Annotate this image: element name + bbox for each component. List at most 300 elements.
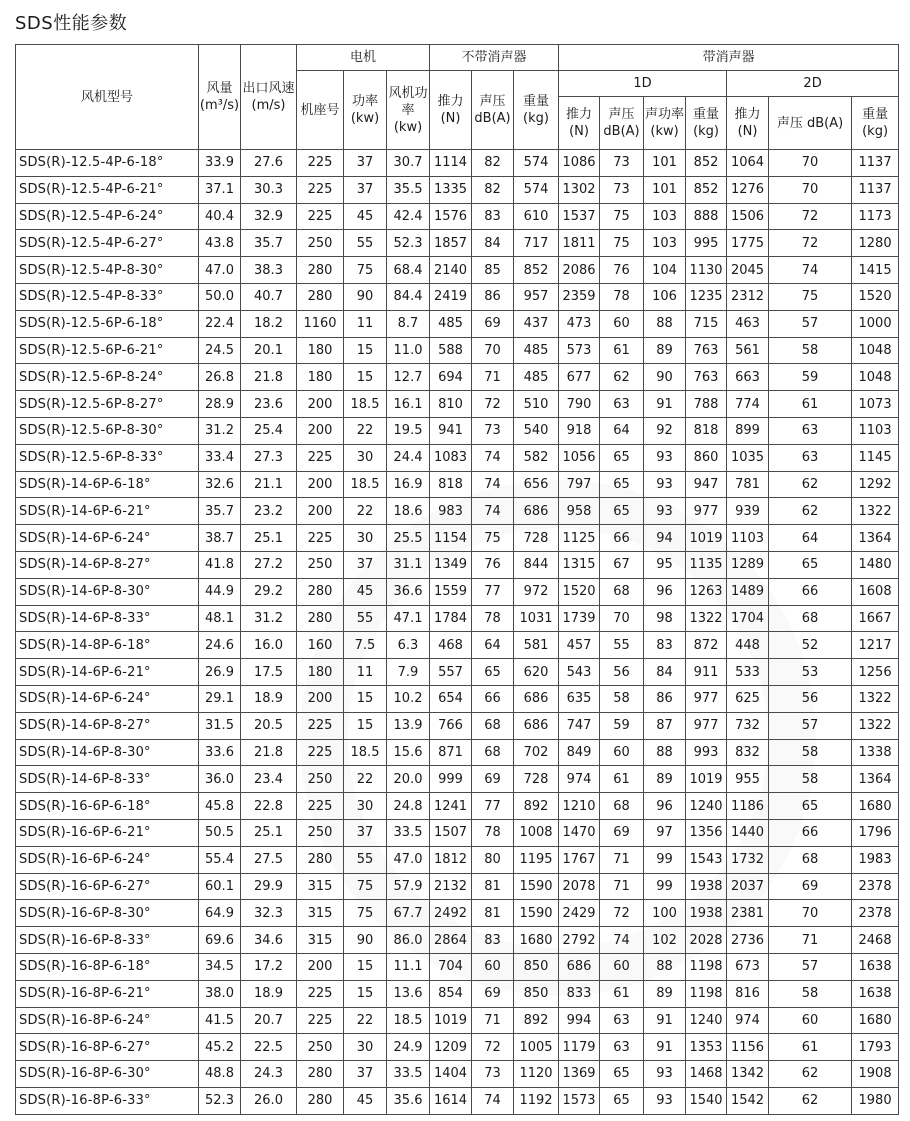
cell-weight: 686 xyxy=(514,498,559,525)
cell-1d-power-rate: 106 xyxy=(644,283,686,310)
cell-1d-sound: 71 xyxy=(600,873,644,900)
cell-1d-sound: 72 xyxy=(600,900,644,927)
cell-1d-thrust: 573 xyxy=(559,337,600,364)
cell-fan-power: 13.6 xyxy=(387,980,430,1007)
cell-1d-sound: 56 xyxy=(600,659,644,686)
cell-1d-power-rate: 95 xyxy=(644,551,686,578)
cell-frame: 200 xyxy=(297,417,344,444)
cell-power: 18.5 xyxy=(344,391,387,418)
header-airflow: 风量 (m³/s) xyxy=(199,45,241,150)
header-with-silencer: 带消声器 xyxy=(559,45,899,71)
cell-1d-weight: 1263 xyxy=(686,578,727,605)
cell-frame: 1160 xyxy=(297,310,344,337)
cell-model: SDS(R)-14-6P-8-33° xyxy=(16,605,199,632)
header-power: 功率 (kw) xyxy=(344,71,387,150)
cell-1d-weight: 977 xyxy=(686,712,727,739)
cell-power: 15 xyxy=(344,337,387,364)
cell-weight: 972 xyxy=(514,578,559,605)
cell-airflow: 26.9 xyxy=(199,659,241,686)
table-row xyxy=(16,203,899,230)
cell-airflow: 64.9 xyxy=(199,900,241,927)
cell-2d-sound: 70 xyxy=(769,176,852,203)
header-1d: 1D xyxy=(559,71,727,97)
cell-power: 22 xyxy=(344,766,387,793)
cell-2d-sound: 62 xyxy=(769,498,852,525)
cell-fan-power: 12.7 xyxy=(387,364,430,391)
cell-2d-weight: 1280 xyxy=(852,230,899,257)
cell-thrust: 1335 xyxy=(430,176,472,203)
table-row xyxy=(16,1061,899,1088)
cell-1d-weight: 977 xyxy=(686,498,727,525)
cell-1d-thrust: 1573 xyxy=(559,1087,600,1114)
cell-outlet-speed: 22.8 xyxy=(241,793,297,820)
cell-1d-thrust: 1811 xyxy=(559,230,600,257)
cell-1d-weight: 1353 xyxy=(686,1034,727,1061)
cell-1d-sound: 75 xyxy=(600,203,644,230)
cell-thrust: 1019 xyxy=(430,1007,472,1034)
cell-model: SDS(R)-14-6P-8-30° xyxy=(16,739,199,766)
cell-1d-weight: 788 xyxy=(686,391,727,418)
cell-sound: 86 xyxy=(472,283,514,310)
cell-fan-power: 10.2 xyxy=(387,685,430,712)
cell-2d-sound: 57 xyxy=(769,712,852,739)
cell-thrust: 1154 xyxy=(430,525,472,552)
cell-thrust: 941 xyxy=(430,417,472,444)
cell-airflow: 35.7 xyxy=(199,498,241,525)
cell-airflow: 36.0 xyxy=(199,766,241,793)
cell-weight: 850 xyxy=(514,980,559,1007)
header-weight: 重量 (kg) xyxy=(514,71,559,150)
cell-airflow: 45.2 xyxy=(199,1034,241,1061)
cell-1d-thrust: 833 xyxy=(559,980,600,1007)
cell-fan-power: 18.5 xyxy=(387,1007,430,1034)
cell-thrust: 485 xyxy=(430,310,472,337)
cell-1d-weight: 977 xyxy=(686,685,727,712)
cell-1d-thrust: 1520 xyxy=(559,578,600,605)
cell-thrust: 2140 xyxy=(430,257,472,284)
cell-1d-sound: 63 xyxy=(600,391,644,418)
cell-frame: 315 xyxy=(297,927,344,954)
cell-model: SDS(R)-14-6P-6-24° xyxy=(16,525,199,552)
cell-1d-power-rate: 84 xyxy=(644,659,686,686)
cell-1d-thrust: 2429 xyxy=(559,900,600,927)
table-row xyxy=(16,1087,899,1114)
cell-airflow: 69.6 xyxy=(199,927,241,954)
cell-model: SDS(R)-16-8P-6-33° xyxy=(16,1087,199,1114)
header-thrust: 推力 (N) xyxy=(430,71,472,150)
cell-outlet-speed: 30.3 xyxy=(241,176,297,203)
cell-2d-weight: 2378 xyxy=(852,873,899,900)
cell-airflow: 60.1 xyxy=(199,873,241,900)
cell-1d-sound: 60 xyxy=(600,310,644,337)
cell-thrust: 1241 xyxy=(430,793,472,820)
cell-2d-thrust: 2037 xyxy=(727,873,769,900)
cell-thrust: 588 xyxy=(430,337,472,364)
cell-1d-power-rate: 86 xyxy=(644,685,686,712)
cell-sound: 66 xyxy=(472,685,514,712)
cell-power: 11 xyxy=(344,310,387,337)
cell-sound: 71 xyxy=(472,1007,514,1034)
cell-outlet-speed: 16.0 xyxy=(241,632,297,659)
cell-model: SDS(R)-12.5-4P-6-18° xyxy=(16,150,199,177)
cell-model: SDS(R)-12.5-4P-8-33° xyxy=(16,283,199,310)
cell-2d-weight: 1638 xyxy=(852,953,899,980)
cell-airflow: 44.9 xyxy=(199,578,241,605)
cell-model: SDS(R)-14-6P-6-18° xyxy=(16,471,199,498)
cell-1d-power-rate: 104 xyxy=(644,257,686,284)
cell-1d-thrust: 1302 xyxy=(559,176,600,203)
cell-airflow: 33.6 xyxy=(199,739,241,766)
cell-2d-sound: 58 xyxy=(769,980,852,1007)
cell-1d-power-rate: 103 xyxy=(644,203,686,230)
cell-2d-sound: 57 xyxy=(769,953,852,980)
cell-1d-sound: 73 xyxy=(600,150,644,177)
cell-sound: 83 xyxy=(472,203,514,230)
cell-2d-thrust: 1276 xyxy=(727,176,769,203)
header-fan-power: 风机功率 (kw) xyxy=(387,71,430,150)
cell-1d-thrust: 2086 xyxy=(559,257,600,284)
cell-1d-weight: 818 xyxy=(686,417,727,444)
cell-frame: 250 xyxy=(297,819,344,846)
cell-frame: 200 xyxy=(297,471,344,498)
cell-2d-sound: 65 xyxy=(769,551,852,578)
cell-1d-power-rate: 97 xyxy=(644,819,686,846)
cell-weight: 686 xyxy=(514,685,559,712)
table-row xyxy=(16,391,899,418)
table-body xyxy=(16,150,899,1115)
cell-power: 11 xyxy=(344,659,387,686)
cell-outlet-speed: 21.8 xyxy=(241,364,297,391)
cell-outlet-speed: 18.9 xyxy=(241,685,297,712)
cell-outlet-speed: 27.5 xyxy=(241,846,297,873)
table-row xyxy=(16,953,899,980)
cell-1d-sound: 60 xyxy=(600,739,644,766)
cell-fan-power: 6.3 xyxy=(387,632,430,659)
cell-1d-sound: 67 xyxy=(600,551,644,578)
cell-airflow: 37.1 xyxy=(199,176,241,203)
cell-weight: 1031 xyxy=(514,605,559,632)
cell-1d-weight: 1240 xyxy=(686,793,727,820)
cell-sound: 69 xyxy=(472,310,514,337)
cell-outlet-speed: 20.7 xyxy=(241,1007,297,1034)
cell-2d-weight: 1338 xyxy=(852,739,899,766)
cell-weight: 892 xyxy=(514,1007,559,1034)
cell-thrust: 468 xyxy=(430,632,472,659)
cell-2d-weight: 1793 xyxy=(852,1034,899,1061)
cell-2d-thrust: 774 xyxy=(727,391,769,418)
cell-airflow: 28.9 xyxy=(199,391,241,418)
cell-power: 75 xyxy=(344,257,387,284)
cell-frame: 250 xyxy=(297,1034,344,1061)
cell-sound: 75 xyxy=(472,525,514,552)
cell-2d-sound: 52 xyxy=(769,632,852,659)
cell-2d-weight: 1638 xyxy=(852,980,899,1007)
cell-outlet-speed: 18.9 xyxy=(241,980,297,1007)
cell-weight: 582 xyxy=(514,444,559,471)
table-row xyxy=(16,417,899,444)
cell-thrust: 854 xyxy=(430,980,472,1007)
cell-thrust: 1614 xyxy=(430,1087,472,1114)
cell-1d-thrust: 543 xyxy=(559,659,600,686)
cell-2d-sound: 61 xyxy=(769,1034,852,1061)
cell-2d-sound: 64 xyxy=(769,525,852,552)
cell-sound: 77 xyxy=(472,793,514,820)
cell-2d-weight: 1364 xyxy=(852,525,899,552)
cell-2d-sound: 70 xyxy=(769,150,852,177)
cell-1d-thrust: 2359 xyxy=(559,283,600,310)
cell-2d-thrust: 1489 xyxy=(727,578,769,605)
cell-1d-power-rate: 101 xyxy=(644,176,686,203)
cell-frame: 280 xyxy=(297,257,344,284)
cell-sound: 78 xyxy=(472,819,514,846)
cell-weight: 610 xyxy=(514,203,559,230)
cell-thrust: 2492 xyxy=(430,900,472,927)
cell-2d-thrust: 663 xyxy=(727,364,769,391)
cell-2d-sound: 75 xyxy=(769,283,852,310)
cell-1d-power-rate: 89 xyxy=(644,337,686,364)
cell-fan-power: 11.0 xyxy=(387,337,430,364)
cell-airflow: 22.4 xyxy=(199,310,241,337)
cell-power: 30 xyxy=(344,444,387,471)
cell-thrust: 704 xyxy=(430,953,472,980)
cell-power: 45 xyxy=(344,1087,387,1114)
cell-2d-thrust: 2736 xyxy=(727,927,769,954)
cell-1d-sound: 62 xyxy=(600,364,644,391)
cell-1d-power-rate: 101 xyxy=(644,150,686,177)
cell-airflow: 41.5 xyxy=(199,1007,241,1034)
cell-1d-weight: 852 xyxy=(686,176,727,203)
cell-1d-sound: 66 xyxy=(600,525,644,552)
cell-model: SDS(R)-16-6P-6-27° xyxy=(16,873,199,900)
cell-1d-sound: 74 xyxy=(600,927,644,954)
cell-power: 18.5 xyxy=(344,471,387,498)
table-row xyxy=(16,927,899,954)
cell-weight: 850 xyxy=(514,953,559,980)
cell-thrust: 999 xyxy=(430,766,472,793)
cell-1d-power-rate: 99 xyxy=(644,846,686,873)
cell-1d-weight: 1938 xyxy=(686,873,727,900)
cell-1d-power-rate: 88 xyxy=(644,953,686,980)
cell-1d-weight: 1198 xyxy=(686,953,727,980)
header-outlet-speed: 出口风速 (m/s) xyxy=(241,45,297,150)
cell-airflow: 29.1 xyxy=(199,685,241,712)
cell-weight: 1005 xyxy=(514,1034,559,1061)
cell-1d-thrust: 849 xyxy=(559,739,600,766)
cell-1d-weight: 763 xyxy=(686,364,727,391)
cell-1d-thrust: 1767 xyxy=(559,846,600,873)
cell-outlet-speed: 17.5 xyxy=(241,659,297,686)
cell-2d-thrust: 1289 xyxy=(727,551,769,578)
cell-power: 15 xyxy=(344,980,387,1007)
cell-1d-power-rate: 87 xyxy=(644,712,686,739)
cell-2d-weight: 1322 xyxy=(852,685,899,712)
cell-2d-thrust: 2045 xyxy=(727,257,769,284)
cell-1d-thrust: 1315 xyxy=(559,551,600,578)
cell-sound: 76 xyxy=(472,551,514,578)
cell-model: SDS(R)-12.5-4P-6-27° xyxy=(16,230,199,257)
cell-model: SDS(R)-14-6P-8-27° xyxy=(16,551,199,578)
cell-outlet-speed: 23.4 xyxy=(241,766,297,793)
table-row xyxy=(16,632,899,659)
cell-frame: 315 xyxy=(297,900,344,927)
table-row xyxy=(16,1034,899,1061)
cell-thrust: 1083 xyxy=(430,444,472,471)
cell-1d-thrust: 1056 xyxy=(559,444,600,471)
cell-sound: 71 xyxy=(472,364,514,391)
cell-frame: 225 xyxy=(297,525,344,552)
cell-1d-thrust: 747 xyxy=(559,712,600,739)
cell-power: 22 xyxy=(344,417,387,444)
cell-2d-weight: 1137 xyxy=(852,150,899,177)
cell-power: 22 xyxy=(344,1007,387,1034)
cell-1d-power-rate: 88 xyxy=(644,310,686,337)
cell-2d-sound: 62 xyxy=(769,1061,852,1088)
cell-fan-power: 20.0 xyxy=(387,766,430,793)
cell-2d-sound: 63 xyxy=(769,417,852,444)
cell-fan-power: 24.8 xyxy=(387,793,430,820)
cell-power: 37 xyxy=(344,819,387,846)
cell-2d-thrust: 1064 xyxy=(727,150,769,177)
cell-2d-thrust: 832 xyxy=(727,739,769,766)
cell-2d-thrust: 561 xyxy=(727,337,769,364)
cell-2d-weight: 1908 xyxy=(852,1061,899,1088)
cell-1d-thrust: 1537 xyxy=(559,203,600,230)
cell-1d-power-rate: 94 xyxy=(644,525,686,552)
cell-outlet-speed: 34.6 xyxy=(241,927,297,954)
cell-1d-power-rate: 89 xyxy=(644,766,686,793)
cell-thrust: 810 xyxy=(430,391,472,418)
cell-outlet-speed: 32.9 xyxy=(241,203,297,230)
cell-2d-thrust: 1440 xyxy=(727,819,769,846)
cell-thrust: 1404 xyxy=(430,1061,472,1088)
cell-sound: 74 xyxy=(472,471,514,498)
cell-2d-sound: 66 xyxy=(769,578,852,605)
cell-2d-thrust: 448 xyxy=(727,632,769,659)
cell-airflow: 31.5 xyxy=(199,712,241,739)
cell-airflow: 40.4 xyxy=(199,203,241,230)
cell-outlet-speed: 40.7 xyxy=(241,283,297,310)
cell-sound: 80 xyxy=(472,846,514,873)
cell-2d-thrust: 974 xyxy=(727,1007,769,1034)
cell-airflow: 47.0 xyxy=(199,257,241,284)
cell-frame: 250 xyxy=(297,551,344,578)
cell-1d-sound: 55 xyxy=(600,632,644,659)
cell-sound: 69 xyxy=(472,980,514,1007)
cell-frame: 160 xyxy=(297,632,344,659)
cell-power: 37 xyxy=(344,551,387,578)
cell-sound: 72 xyxy=(472,1034,514,1061)
cell-1d-thrust: 1210 xyxy=(559,793,600,820)
cell-2d-sound: 70 xyxy=(769,900,852,927)
cell-frame: 225 xyxy=(297,444,344,471)
cell-model: SDS(R)-12.5-6P-8-30° xyxy=(16,417,199,444)
cell-outlet-speed: 38.3 xyxy=(241,257,297,284)
cell-frame: 200 xyxy=(297,953,344,980)
header-sound: 声压 dB(A) xyxy=(472,71,514,150)
cell-outlet-speed: 20.1 xyxy=(241,337,297,364)
cell-airflow: 45.8 xyxy=(199,793,241,820)
cell-frame: 225 xyxy=(297,1007,344,1034)
cell-2d-weight: 1145 xyxy=(852,444,899,471)
cell-model: SDS(R)-12.5-4P-8-30° xyxy=(16,257,199,284)
cell-2d-thrust: 533 xyxy=(727,659,769,686)
cell-fan-power: 13.9 xyxy=(387,712,430,739)
table-row xyxy=(16,685,899,712)
cell-fan-power: 33.5 xyxy=(387,819,430,846)
cell-frame: 280 xyxy=(297,578,344,605)
cell-2d-sound: 71 xyxy=(769,927,852,954)
cell-2d-weight: 1048 xyxy=(852,364,899,391)
cell-sound: 85 xyxy=(472,257,514,284)
cell-2d-sound: 62 xyxy=(769,1087,852,1114)
cell-1d-thrust: 1125 xyxy=(559,525,600,552)
cell-fan-power: 19.5 xyxy=(387,417,430,444)
cell-model: SDS(R)-14-6P-6-21° xyxy=(16,659,199,686)
table-row xyxy=(16,444,899,471)
cell-2d-thrust: 816 xyxy=(727,980,769,1007)
cell-model: SDS(R)-14-6P-8-33° xyxy=(16,766,199,793)
cell-model: SDS(R)-16-8P-6-21° xyxy=(16,980,199,1007)
cell-airflow: 48.1 xyxy=(199,605,241,632)
table-row xyxy=(16,605,899,632)
cell-sound: 74 xyxy=(472,498,514,525)
cell-1d-power-rate: 91 xyxy=(644,391,686,418)
cell-weight: 574 xyxy=(514,176,559,203)
cell-fan-power: 24.4 xyxy=(387,444,430,471)
cell-2d-thrust: 732 xyxy=(727,712,769,739)
table-row xyxy=(16,551,899,578)
cell-2d-sound: 72 xyxy=(769,203,852,230)
cell-weight: 485 xyxy=(514,337,559,364)
cell-power: 55 xyxy=(344,230,387,257)
cell-1d-sound: 75 xyxy=(600,230,644,257)
cell-frame: 225 xyxy=(297,980,344,1007)
cell-outlet-speed: 23.6 xyxy=(241,391,297,418)
cell-power: 30 xyxy=(344,525,387,552)
cell-2d-sound: 68 xyxy=(769,605,852,632)
cell-thrust: 1114 xyxy=(430,150,472,177)
cell-1d-thrust: 1739 xyxy=(559,605,600,632)
cell-sound: 78 xyxy=(472,605,514,632)
table-row xyxy=(16,525,899,552)
cell-1d-power-rate: 99 xyxy=(644,873,686,900)
cell-1d-thrust: 1086 xyxy=(559,150,600,177)
cell-outlet-speed: 17.2 xyxy=(241,953,297,980)
header-2d-weight: 重量 (kg) xyxy=(852,97,899,150)
cell-outlet-speed: 23.2 xyxy=(241,498,297,525)
cell-airflow: 34.5 xyxy=(199,953,241,980)
cell-weight: 540 xyxy=(514,417,559,444)
cell-outlet-speed: 29.9 xyxy=(241,873,297,900)
cell-airflow: 24.5 xyxy=(199,337,241,364)
cell-weight: 844 xyxy=(514,551,559,578)
cell-1d-weight: 1938 xyxy=(686,900,727,927)
cell-thrust: 1209 xyxy=(430,1034,472,1061)
cell-airflow: 24.6 xyxy=(199,632,241,659)
cell-1d-weight: 852 xyxy=(686,150,727,177)
cell-1d-sound: 65 xyxy=(600,444,644,471)
cell-1d-weight: 1019 xyxy=(686,766,727,793)
cell-1d-thrust: 2792 xyxy=(559,927,600,954)
cell-2d-weight: 2378 xyxy=(852,900,899,927)
cell-airflow: 41.8 xyxy=(199,551,241,578)
cell-airflow: 38.0 xyxy=(199,980,241,1007)
cell-sound: 81 xyxy=(472,873,514,900)
table-row xyxy=(16,980,899,1007)
cell-power: 45 xyxy=(344,578,387,605)
cell-model: SDS(R)-14-6P-6-24° xyxy=(16,685,199,712)
cell-fan-power: 47.1 xyxy=(387,605,430,632)
